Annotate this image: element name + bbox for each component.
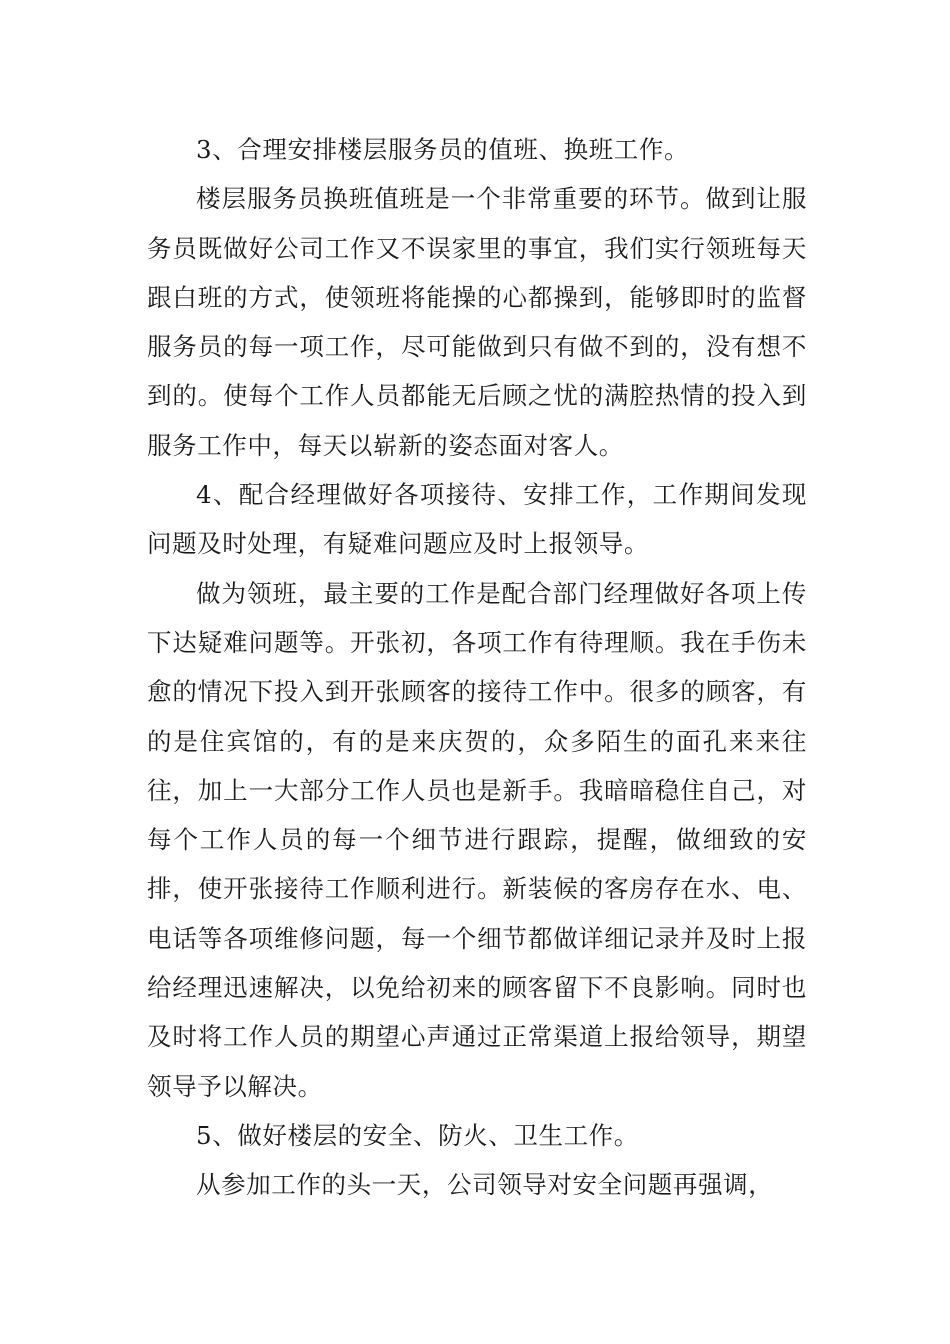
document-body [147,125,807,1210]
heading-item-5: 5、做好楼层的安全、防火、卫生工作。 [196,1120,639,1150]
heading-item-3: 3、合理安排楼层服务员的值班、换班工作。 [196,135,690,164]
body-paragraph: 楼层服务员换班值班是一个非常重要的环节。做到让服务员既做好公司工作又不误家里的事宜，我们实行领班每天跟白班的方式，使领班将能操的心都操到，能够即时的监督服务员的每一项工作，尽可能做到只有做不到的，没有想不到的。使每个工作人员都能无后顾之忧的满腔热情的投入到服务工作中，每天以崭新的姿态面对客人。 [147,184,807,460]
heading-item-4: 4、配合经理做好各项接待、安排工作，工作期间发现问题及时处理，有疑难问题应及时上报领导。 [147,480,807,559]
body-paragraph: 做为领班，最主要的工作是配合部门经理做好各项上传下达疑难问题等。开张初，各项工作有待理顺。我在手伤未愈的情况下投入到开张顾客的接待工作中。很多的顾客，有的是住宾馆的，有的是来庆贺的，众多陌生的面孔来来往往，加上一大部分工作人员也是新手。我暗暗稳住自己，对每个工作人员的每一个细节进行跟踪，提醒，做细致的安排，使开张接待工作顺利进行。新装候的客房存在水、电、电话等各项维修问题，每一个细节都做详细记录并及时上报给经理迅速解决，以免给初来的顾客留下不良影响。同时也及时将工作人员的期望心声通过正常渠道上报给领导，期望领导予以解决。 [147,578,807,1101]
body-paragraph: 从参加工作的头一天，公司领导对安全问题再强调， [196,1170,774,1200]
